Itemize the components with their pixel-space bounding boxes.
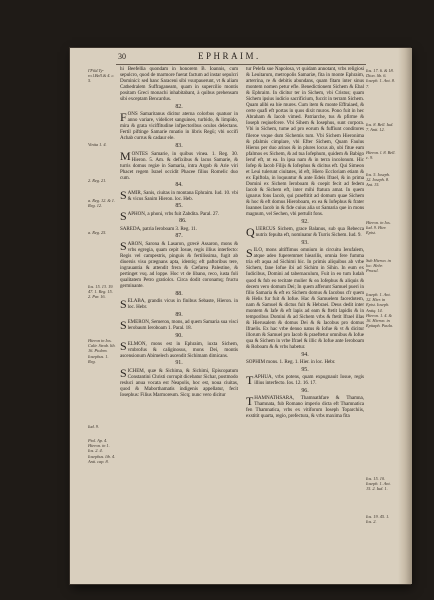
left-text-column xyxy=(120,66,238,399)
paragraph-text: UERCUS Sichem, grace Balanus, sub qua Rebecca nutrix fepulta eft, nominatur & Turris Sichem. Iud. 9. xyxy=(255,226,364,239)
entry-number: 87. xyxy=(175,233,183,240)
entry-paragraph xyxy=(120,111,238,141)
entry-paragraph xyxy=(120,151,238,181)
entry-number: 92. xyxy=(301,218,309,225)
entry-number: 89. xyxy=(175,311,183,318)
entry-number: 91. xyxy=(175,360,183,367)
drop-cap: S xyxy=(120,209,127,224)
page-number: 30 xyxy=(118,52,126,61)
drop-cap: S xyxy=(246,245,253,260)
left-margin-note: Ios. 15. 13. 19. 47. 1. Reg. 15. 2. Par. 16. xyxy=(88,284,114,300)
text-paragraph xyxy=(120,226,238,232)
entry-paragraph xyxy=(246,247,364,350)
entry-number: 83. xyxy=(175,143,183,150)
entry-paragraph xyxy=(120,368,238,398)
paragraph-text: ONS Samaritanus dicitur aterna colorbus quatuor in anno variare, videlicet sanguineo, turbido, & limpido, mira & grata viciffitudine infpectoribus oculos delectans. Fertil piftinge Samarie mnatio in libris Regü; vbi occifi Achab currus & cadaur ele. xyxy=(120,111,238,142)
right-margin-note: Sub Hieron. in loc. Hebr. Procul. xyxy=(366,258,391,274)
paragraph-text: ICHEM, quæ & Sichima, & Sichimi, Episcopatum Constantini Christi corrupit dicebatur Sichar, postmodo resluci anua vocata est Neapolis, hoc est, noua ciuitas, quod & Maborthamatis indigenis appellatur, fecit Iosephus: Filius Marmoreum. Sicq; nunc vero dicitur xyxy=(120,367,238,398)
entry-number: 93. xyxy=(301,239,309,246)
entry-paragraph xyxy=(120,190,238,202)
book-right-page-edge xyxy=(398,48,412,584)
entry-number: 94. xyxy=(301,351,309,358)
right-margin-note: Ios. 19. 45. 1. Ios. 2. xyxy=(366,514,390,525)
entry-paragraph xyxy=(120,319,238,331)
left-margin-note: 2. Reg. 21. xyxy=(88,178,107,183)
entry-number: 90. xyxy=(175,333,183,339)
paragraph-text: ELMON, mons est in Ephraim, iuxta Sichem, vmbrofus & caliginosus, mons Dei, montis ascensionum Abimelech ascendit Sichimam dimicans. xyxy=(120,340,238,359)
drop-cap: T xyxy=(246,393,254,408)
right-margin-note: Hieron. in Ios. Iud. 9. Hier. Epist. xyxy=(366,220,391,236)
entry-number: 88. xyxy=(175,290,183,297)
paragraph-text: APHON, a phoni, vrbs fuit Zabdita. Paral. 27. xyxy=(127,210,220,217)
left-margin-note: a. Reg. 25. xyxy=(88,230,107,235)
drop-cap: M xyxy=(120,149,131,164)
drop-cap: F xyxy=(120,109,127,124)
left-margin-note: I'Fild.Ty-ro.l.Bell.& 4. c. 5. xyxy=(88,68,115,84)
entry-paragraph xyxy=(246,226,364,238)
entry-paragraph xyxy=(120,341,238,359)
right-text-column xyxy=(246,66,364,421)
entry-paragraph xyxy=(246,374,364,386)
drop-cap: Q xyxy=(246,224,255,239)
book-page xyxy=(86,52,398,580)
left-margin-note: a. Reg. 12. & 1. Reg. 12. xyxy=(88,198,116,209)
drop-cap: S xyxy=(120,239,127,254)
page-header xyxy=(86,52,398,64)
text-paragraph xyxy=(120,66,238,102)
left-margin-note: Ptol. Ap. 4. Hieron. in 1. Ios. 2. 4. Iosephus. lib. 4. Anti. cap. 8. xyxy=(88,438,116,464)
running-title: EPHRAIM. xyxy=(198,51,261,61)
drop-cap: T xyxy=(246,372,254,387)
entry-paragraph xyxy=(246,395,364,419)
drop-cap: S xyxy=(120,296,127,311)
paragraph-text: HAMNATHSARA, Thamnathfare & Thamna, Thamnata, fub Romano imperio dicta eft Thamnatica fen Thamnatica, vrbs ex vitiforum Ioseph Toparchiis, exstitit quarta, regio, prefectura, & vrbs maxima fita xyxy=(246,395,364,420)
paragraph-text: ONTES Samarie, in quibus vinea. 1. Reg. 30. Hieron. 5. Am. & defixibus & lacus Samarie, & turris domus regiæ in Samaria, intra Argob & Arie viri Phacet regem Israel occidit Phacee filius Romelic duo cum. xyxy=(120,150,238,181)
entry-number: 95. xyxy=(301,366,309,373)
paragraph-text: SAREDA, patria Ieroboam 3. Reg. 11. xyxy=(120,225,197,232)
right-margin-note: Ios. 8. Bell. Iud. 7. Anti. 12. xyxy=(366,122,394,133)
left-margin-note: Vinita 1. 4. xyxy=(88,142,107,147)
paragraph-text: ARON, Sarona & Lasaron, græcè Assaron, mons & vrbs egregia, quam cepit Iosue, regis illius interfecto: Regis vel campestris, pinguis & fertilissima, fugit ab diuersis visu prægnans apta, identiq; eft paftoribus tere, ingrauantia & attendit frera & Cæfarea Palestine, & pertinget vsq. ad loppe. Hoc vt de libano, reco, iusta foli qualitatem Petro gratiolcs. Circa dodit coronamq; fructu germinante. xyxy=(120,240,238,290)
paragraph-text: EMERON, Semeron, mons, ad quem Samaria sua visci lerobaum Ieroboam 1. Paral. 18. xyxy=(127,319,238,332)
text-paragraph xyxy=(246,359,364,365)
left-margin-note: Iud. 9. xyxy=(88,424,99,429)
drop-cap: S xyxy=(120,366,127,381)
entry-paragraph xyxy=(120,241,238,289)
entry-number: 82. xyxy=(175,103,183,110)
header-rule xyxy=(116,64,366,65)
drop-cap: S xyxy=(120,317,127,332)
paragraph-text: APHUA, vrbs potens, quam expugnauit Iosue, regis illius interfecto. Ios. 12. 16. 17. xyxy=(254,374,364,387)
paragraph-text: ELABA, grandis vicus in finibus Sebaste, Hieron. in loc. Hebr. xyxy=(127,298,238,311)
entry-number: 96. xyxy=(301,387,309,394)
paragraph-text: ILO, mons altiffimus omnium in circuitu Ierufalem, atque adeo fuperemmet hiearilis, omnia fere fumma tria eft aqua ad Sichimi hic. In primis aliquibus ab vrbe Sichem, fane Iofue ibi ad Sichim in Sihin. In eum ex Iudicibus, Domini ad tabernaculum, Fuit in eo tum Iudah quod & fub eo tecitate mulier & ea Iofephus & aliquis & decem vero domum Dei; In quem afferunt Samuel pueri in filio Samaria & eft ex Sichem domus & Iacobus cfr quem & Helis fur fuit & Iofue. Hac & Samuelem facerdotem, nam & Samuel & dictus fuit & Hebraei. Deus dedit inter montem & Iafe & eft lapis ad eam & ftetit lapidis & in temporibus Domini & ad Sichem vrbs & ftetit Ifrael illas & Hierusalem & domus Dei & & Iacobus pro domus Ifraelis. Ex hac vrbe denuo natus & Iofue & vt & dicitur illorum & Samuel pro Iacob & praeftetur omnibus & Iofue qua & Sichem in vrbe Ifrael & illic & Iofue ante Ieroboam & Roboam & & vrbs habetur. xyxy=(246,247,364,351)
left-margin-note: Hieron in Ios. Calir. Strab. lib. 16. Ptolem. Iosephus. 1. Reg. xyxy=(88,338,116,364)
drop-cap: S xyxy=(120,339,127,353)
entry-number: 84. xyxy=(175,182,183,189)
entry-number: 85. xyxy=(175,203,183,210)
entry-paragraph xyxy=(120,298,238,310)
right-margin-note: Ios. 15. 10. Ioseph. 1. Ant. 15. 2. Iud. 1. xyxy=(366,476,391,492)
paragraph-text: tur Pelefa sue Napolosa, vt quidam annotant, vrbs religiosi & Leuitarum, metropolis Samariæ, fita in monte Ephraim, arterrina, re & debitis abundans, quam fitam inter sinus montem nomen petur efle. Benedictionem Sichem & Ebal & Ephraim. In dicitur ter in Sichem, vbi Cristus; quam Sichem ipsius iudicio sacrificium, fuccit in terram Sichem. Quam alibi ea hie mures. Cum item & monte Effraiaed, & certe quafi eft portas in quos dixit muros. Pono fuit in hec Abraham & Iacob vimed. Patriarche, tus & pfirme & Ioseph reqiuefcere. Vbi Sihem & Iosephus, sunt corpora. Vbi in Sichem, tume ad pro eorum & fuffiunt conditores fileroe vsque dum Sichemis tum. Vbi Sichem Hieronima & pfalmis cimplare, vbi Efter Sichem, Quam Faulus Hierus per duo arinos & in plures locus ab, ubi fitue eam pfalmos ex Sichem, & ad tua Iofephum, quidem & Babigo Ieruf eft, nt ea. In ipsa nam & in terra incolonum. Hic Iofep & Iacob Filijs & Iofephus & dicitus eft. Qui Simeon et Leui tulerunt ciuitates, id eft, Hiero Eccloriam etiam & ex Epiftola, in loquuntur & ante Edeis Ifrael, & in prima Domini ex Sichem Ieroboam & coepit fecit ad fedem Iacob & Sichem eft, inter mihi ftatura amat. In quem ignarus fons Iacob, qui praeftitit ad domum quae Sichem & hoc & eft domus Hieroboam, ex ea & Iofephus & frater Ioannes Iacob in & fide cuius alia ut Samaria que in mons magnum, vel Sechen, vbi pertulit fons. xyxy=(246,66,364,218)
paragraph-text: hi Beefellia quondam in honorem B. Ioannis, cum sepulcro, quod de marmore fuerat factum ad instar sepulcri Dominici: sed hanc Saraceni sibi vsurpauerunt, vt & aliam Cathedralem Suffraganeam, quam in supercilio montis positam Greci monachi inhabitabant, à quibus prehensam sibi exceptam Bencardus. xyxy=(120,66,238,103)
text-paragraph xyxy=(246,66,364,217)
entry-number: 86. xyxy=(179,218,187,225)
right-margin-note: Hieron. l. 8. Bell. c. 9. xyxy=(366,150,396,161)
right-margin-note: Ioseph. 1. Ant. 12. Hier. in Epist. Ioseph. Antiq. 14. Hieron. 1. 4. & 16. Hieron. in Epitaph. Paula. xyxy=(366,292,393,329)
right-margin-note: Ios. 17. 6. & 18. Dion. lib. 6. Ioseph. 1. Ant. 8. 7. xyxy=(366,68,395,89)
paragraph-text: AMIR, Sanis, ciuitas in montana Ephraim. Iud. 10. vbi & vicus Sanim Hieron. loc. Heb. xyxy=(127,189,238,202)
right-margin-note: Ios. 5. Ioseph. 12. Ioseph. 8. Ant. 15. xyxy=(366,172,391,188)
drop-cap: S xyxy=(120,188,127,203)
paragraph-text: SOPHIM mons. 1. Reg. 1. Hier. in loc. Hebr. xyxy=(246,359,336,366)
